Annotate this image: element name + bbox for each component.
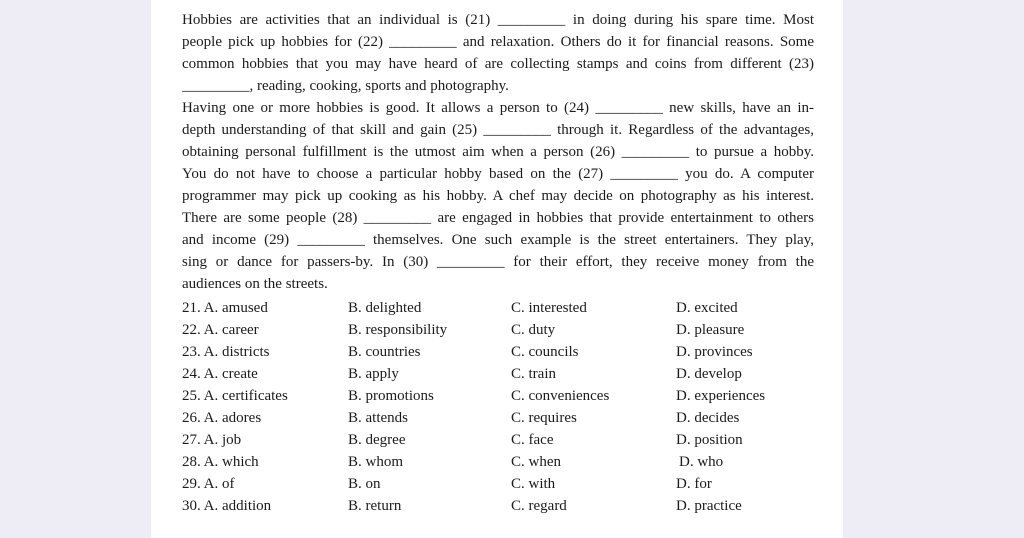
option-c: C. train — [511, 366, 556, 382]
question-row — [182, 319, 814, 341]
passage-line: depth understanding of that skill and gain (25) _________ through it. Regardless of the advantages, — [182, 122, 814, 138]
option-a: 23. A. districts — [182, 344, 270, 360]
passage-line: You do not have to choose a particular hobby based on the (27) _________ you do. A computer — [182, 166, 814, 182]
option-c: C. councils — [511, 344, 579, 360]
question-row — [182, 429, 814, 451]
option-a: 25. A. certificates — [182, 388, 288, 404]
passage-line: Hobbies are activities that an individual is (21) _________ in doing during his spare time. Most — [182, 12, 814, 28]
passage-line: _________, reading, cooking, sports and photography. — [182, 78, 509, 94]
option-b: B. promotions — [348, 388, 434, 404]
option-d: D. pleasure — [676, 322, 745, 338]
option-c: C. duty — [511, 322, 556, 338]
option-c: C. requires — [511, 410, 577, 426]
option-d: D. experiences — [676, 388, 766, 404]
option-c: C. regard — [511, 498, 567, 514]
option-d: D. decides — [676, 410, 740, 426]
option-b: B. apply — [348, 366, 399, 382]
question-row — [182, 363, 814, 385]
question-row — [182, 297, 814, 319]
option-b: B. degree — [348, 432, 406, 448]
document-page — [151, 0, 843, 538]
answer-options — [182, 297, 814, 517]
passage-line: audiences on the streets. — [182, 276, 328, 292]
option-a: 30. A. addition — [182, 498, 272, 514]
question-row — [182, 473, 814, 495]
option-d: D. for — [676, 476, 712, 492]
option-a: 29. A. of — [182, 476, 235, 492]
option-a: 21. A. amused — [182, 300, 268, 316]
option-c: C. face — [511, 432, 554, 448]
question-row — [182, 341, 814, 363]
option-c: C. conveniences — [511, 388, 610, 404]
option-d: D. excited — [676, 300, 738, 316]
passage-line: Having one or more hobbies is good. It allows a person to (24) _________ new skills, have an in- — [182, 100, 814, 116]
option-a: 28. A. which — [182, 454, 259, 470]
passage-line: programmer may pick up cooking as his hobby. A chef may decide on photography as his interest. — [182, 188, 814, 204]
question-row — [182, 495, 814, 517]
reading-passage — [182, 9, 814, 295]
option-b: B. attends — [348, 410, 408, 426]
option-d: D. provinces — [676, 344, 753, 360]
option-b: B. on — [348, 476, 381, 492]
passage-line: and income (29) _________ themselves. One such example is the street entertainers. They play, — [182, 232, 814, 248]
option-b: B. responsibility — [348, 322, 448, 338]
passage-line: obtaining personal fulfillment is the utmost aim when a person (26) _________ to pursue a hobby. — [182, 144, 814, 160]
option-b: B. whom — [348, 454, 404, 470]
question-row — [182, 451, 814, 473]
option-d: D. develop — [676, 366, 742, 382]
passage-line: people pick up hobbies for (22) _________ and relaxation. Others do it for financial reasons. Some — [182, 34, 814, 50]
option-b: B. return — [348, 498, 402, 514]
option-d: D. practice — [676, 498, 742, 514]
option-d: D. position — [676, 432, 743, 448]
option-a: 24. A. create — [182, 366, 258, 382]
passage-line: common hobbies that you may have heard of are collecting stamps and coins from different (23) — [182, 56, 814, 72]
option-a: 27. A. job — [182, 432, 242, 448]
option-c: C. when — [511, 454, 561, 470]
option-b: B. delighted — [348, 300, 422, 316]
option-a: 26. A. adores — [182, 410, 262, 426]
passage-line: There are some people (28) _________ are engaged in hobbies that provide entertainment to others — [182, 210, 814, 226]
option-d: D. who — [679, 454, 724, 470]
option-b: B. countries — [348, 344, 421, 360]
option-c: C. with — [511, 476, 556, 492]
option-c: C. interested — [511, 300, 587, 316]
question-row — [182, 385, 814, 407]
passage-line: sing or dance for passers-by. In (30) _________ for their effort, they receive money from the — [182, 254, 814, 270]
option-a: 22. A. career — [182, 322, 259, 338]
question-row — [182, 407, 814, 429]
